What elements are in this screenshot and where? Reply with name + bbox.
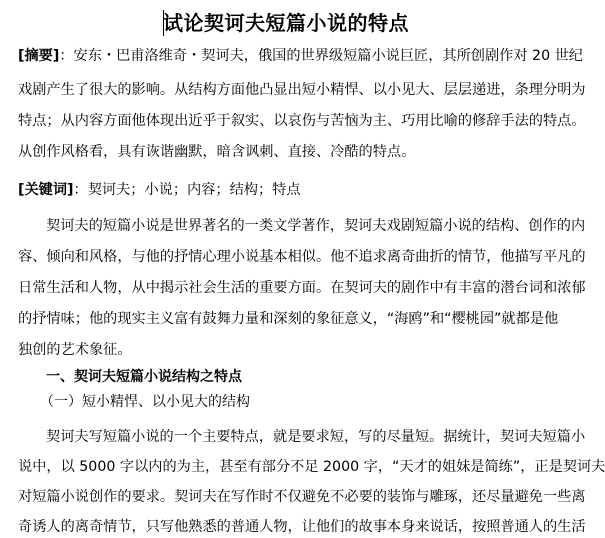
document-title: 试论契诃夫短篇小说的特点 xyxy=(163,11,409,35)
subsection-heading: （一）短小精悍、以小见大的结构 xyxy=(40,394,250,410)
abstract-line-4: 从创作风格看，具有诙谐幽默，暗含讽刺、直接、冷酷的特点。 xyxy=(18,144,416,160)
body-line-3: 对短篇小说创作的要求。契诃夫在写作时不仅避免不必要的装饰与雕琢，还尽量避免一些离 xyxy=(18,489,586,505)
body-line-4: 奇诱人的离奇情节，只写他熟悉的普通人物，让他们的故事本身来说话，按照普通人的生活 xyxy=(18,519,586,535)
section-heading: 一、契诃夫短篇小说结构之特点 xyxy=(46,369,242,385)
body-line-1: 契诃夫写短篇小说的一个主要特点，就是要求短，写的尽量短。据统计，契诃夫短篇小 xyxy=(46,429,586,445)
abstract-line-2: 戏剧产生了很大的影响。从结构方面他凸显出短小精悍、以小见大、层层递进，条理分明为 xyxy=(18,82,586,98)
body-line-2: 说中，以 5000 字以内的为主，甚至有部分不足 2000 字，“天才的姐妹是简练”，正是契诃夫 xyxy=(18,459,605,475)
intro-line-3: 日常生活和人物，从中揭示社会生活的重要方面。在契诃夫的剧作中有丰富的潜台词和浓郁 xyxy=(18,280,586,296)
keywords-label: [关键词] xyxy=(18,182,74,198)
abstract-line-1 xyxy=(18,45,583,67)
intro-line-5: 独创的艺术象征。 xyxy=(18,342,132,358)
intro-line-1: 契诃夫的短篇小说是世界著名的一类文学著作，契诃夫戏剧短篇小说的结构、创作的内 xyxy=(46,218,586,234)
abstract-text-1: ：安东・巴甫洛维奇・契诃夫，俄国的世界级短篇小说巨匠，其所创剧作对 20 世纪 xyxy=(59,48,583,64)
intro-line-2: 容、倾向和风格，与他的抒情心理小说基本相似。他不追求离奇曲折的情节，他描写平凡的 xyxy=(18,249,586,265)
keywords-line xyxy=(18,179,301,201)
intro-line-4: 的抒情味；他的现实主义富有鼓舞力量和深刻的象征意义，“海鸥”和“樱桃园”就都是他 xyxy=(18,311,559,327)
abstract-line-3: 特点；从内容方面他体现出近乎于叙实、以哀伤与苦恼为主、巧用比喻的修辞手法的特点。 xyxy=(18,113,586,129)
keywords-text: ：契诃夫；小说；内容；结构；特点 xyxy=(73,182,301,198)
abstract-label: [摘要] xyxy=(18,48,60,64)
